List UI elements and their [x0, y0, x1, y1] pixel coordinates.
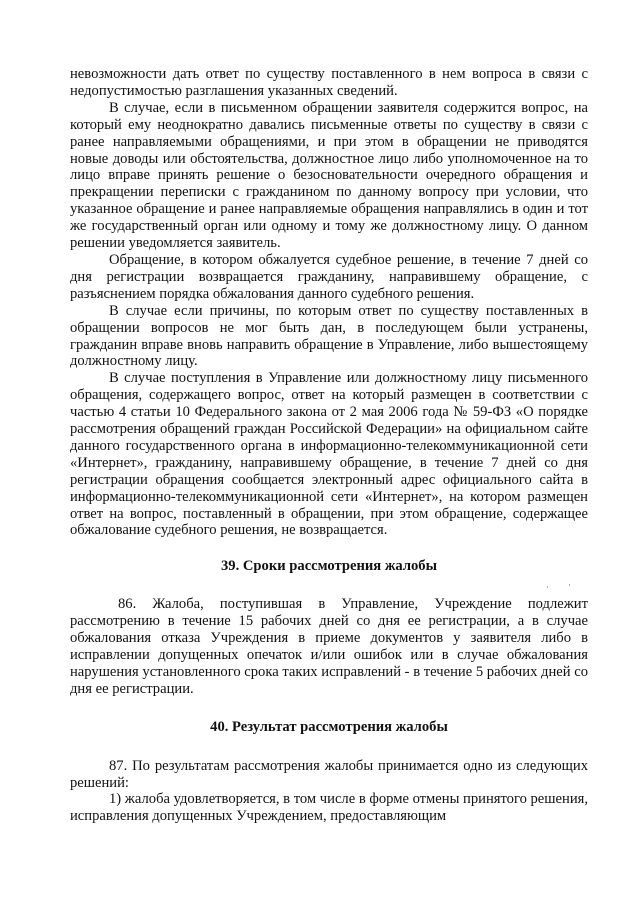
paragraph-86: 86. Жалоба, поступившая в Управление, Учреждение подлежит рассмотрению в течение 15 рабочих дней со дня ее регистрации, а в случае обжалования отказа Учреждения в приеме документов у заявителя либо в исправлении допущенных опечаток и/или ошибок или в случае обжалования нарушения установленного срока таких исправлений - в течение 5 рабочих дней со дня ее регистрации.: [70, 596, 588, 697]
section-heading-40: 40. Результат рассмотрения жалобы: [210, 718, 448, 735]
section-heading-39: 39. Сроки рассмотрения жалобы: [220, 558, 437, 575]
scan-speck: ·: [568, 580, 571, 590]
paragraph-reasons-eliminated: В случае если причины, по которым ответ по существу поставленных в обращении вопросов не мог быть дан, в последующем были устранены, гражданин вправе вновь направить обращение в Управление, либо вышестоящему должностному лицу.: [70, 302, 588, 370]
paragraph-continuation: невозможности дать ответ по существу поставленного в нем вопроса в связи с недопустимостью разглашения указанных сведений.: [70, 66, 588, 99]
paragraph-87: 87. По результатам рассмотрения жалобы принимается одно из следующих решений:: [70, 757, 588, 791]
paragraph-internet-answer: В случае поступления в Управление или должностному лицу письменного обращения, содержащего вопрос, ответ на который размещен в соответствии с частью 4 статьи 10 Федерального закона от 2 мая 2006 года № 59-ФЗ «О порядке рассмотрения обращений граждан Российской Федерации» на официальном сайте данного государственного органа в информационно-телекоммуникационной сети «Интернет», гражданину, направившему обращение, в течение 7 дней со дня регистрации обращения сообщается электронный адрес официального сайта в информационно-телекоммуникационной сети «Интернет», на котором размещен ответ на вопрос, поставленный в обращении, при этом обращение, содержащее обжалование судебного решения, не возвращается.: [70, 370, 588, 539]
scan-speck: ·: [546, 582, 549, 592]
paragraph-87-item-1: 1) жалоба удовлетворяется, в том числе в форме отмены принятого решения, исправления допущенных Учреждением, предоставляющим: [70, 791, 588, 825]
paragraph-repeated-appeal: В случае, если в письменном обращении заявителя содержится вопрос, на который ему неоднократно давались письменные ответы по существу в связи с ранее направляемыми обращениями, и при этом в обращении не приводятся новые доводы или обстоятельства, должностное лицо либо уполномоченное на то лицо вправе принять решение о безосновательности очередного обращения и прекращении переписки с гражданином по данному вопросу при условии, что указанное обращение и ранее направляемые обращения направлялись в один и тот же государственный орган или одному и тому же должностному лицу. О данном решении уведомляется заявитель.: [70, 99, 588, 252]
document-body: [70, 66, 588, 825]
paragraph-court-decision: Обращение, в котором обжалуется судебное решение, в течение 7 дней со дня регистрации возвращается гражданину, направившему обращение, с разъяснением порядка обжалования данного судебного решения.: [70, 251, 588, 302]
